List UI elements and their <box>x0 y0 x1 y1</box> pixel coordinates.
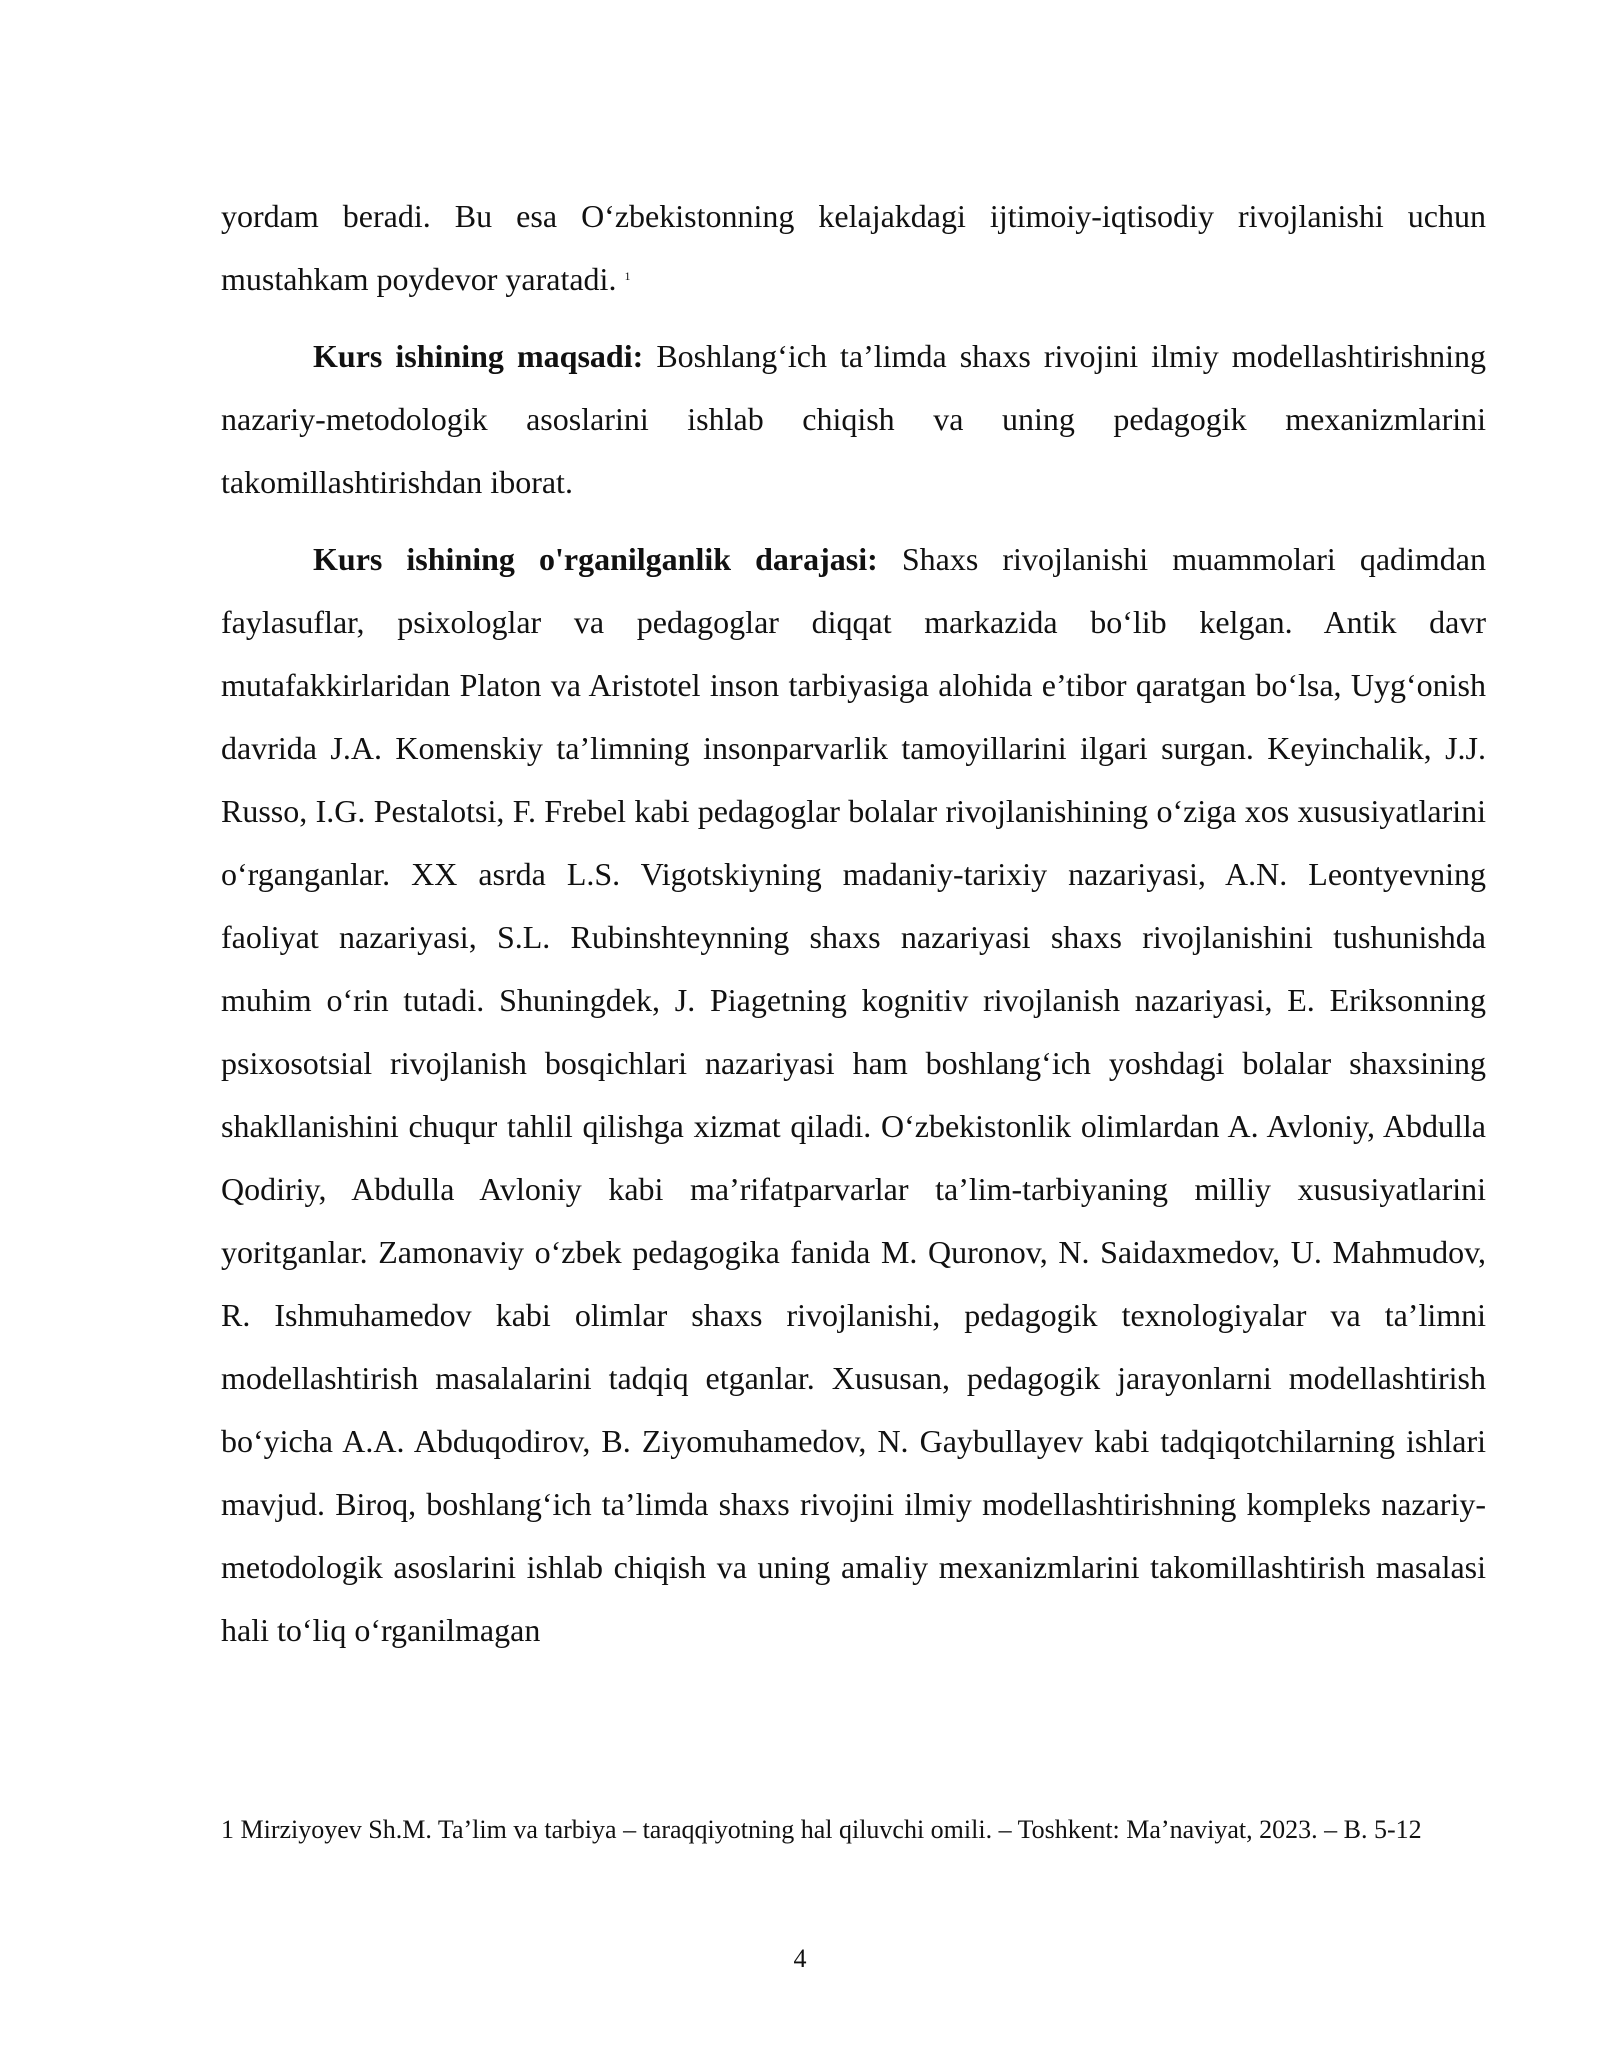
paragraph-literature-review <box>221 528 1486 1662</box>
literature-review-heading: Kurs ishining o'rganilganlik darajasi: <box>313 541 878 577</box>
paragraph-intro <box>221 185 1486 311</box>
page-number: 4 <box>793 1944 807 1973</box>
goal-heading: Kurs ishining maqsadi: <box>313 338 644 374</box>
goal-text: Boshlang‘ich ta’limda shaxs rivojini ilmiy modellashtirishning nazariy-metodologik asoslarini ishlab chiqish va uning pedagogik mexanizmlarini takomillashtirishdan iborat. <box>221 338 1487 500</box>
footnote: 1 Mirziyoyev Sh.M. Ta’lim va tarbiya – taraqqiyotning hal qiluvchi omili. – Toshkent: Ma’naviyat, 2023. – B. 5-12 <box>221 1815 1422 1844</box>
literature-review-text: Shaxs rivojlanishi muammolari qadimdan faylasuflar, psixologlar va pedagoglar diqqat markazida bo‘lib kelgan. Antik davr mutafakkirlaridan Platon va Aristotel inson tarbiyasiga alohida e’tibor qaratgan bo‘lsa, Uyg‘onish davrida J.A. Komenskiy ta’limning insonparvarlik tamoyillarini ilgari surgan. Keyinchalik, J.J. Russo, I.G. Pestalotsi, F. Frebel kabi pedagoglar bolalar rivojlanishining o‘ziga xos xususiyatlarini o‘rganganlar. XX asrda L.S. Vigotskiyning madaniy-tarixiy nazariyasi, A.N. Leontyevning faoliyat nazariyasi, S.L. Rubinshteynning shaxs nazariyasi shaxs rivojlanishini tushunishda muhim o‘rin tutadi. Shuningdek, J. Piagetning kognitiv rivojlanish nazariyasi, E. Eriksonning psixosotsial rivojlanish bosqichlari nazariyasi ham boshlang‘ich yoshdagi bolalar shaxsining shakllanishini chuqur tahlil qilishga xizmat qiladi. O‘zbekistonlik olimlardan A. Avloniy, Abdulla Qodiriy, Abdulla Avloniy kabi ma’rifatparvarlar ta’lim-tarbiyaning milliy xususiyatlarini yoritganlar. Zamonaviy o‘zbek pedagogika fanida M. Quronov, N. Saidaxmedov, U. Mahmudov, R. Ishmuhamedov kabi olimlar shaxs rivojlanishi, pedagogik texnologiyalar va ta’limni modellashtirish masalalarini tadqiq etganlar. Xususan, pedagogik jarayonlarni modellashtirish bo‘yicha A.A. Abduqodirov, B. Ziyomuhamedov, N. Gaybullayev kabi tadqiqotchilarning ishlari mavjud. Biroq, boshlang‘ich ta’limda shaxs rivojini ilmiy modellashtirishning kompleks nazariy-metodologik asoslarini ishlab chiqish va uning amaliy mexanizmlarini takomillashtirish masalasi hali to‘liq o‘rganilmagan <box>221 541 1487 1648</box>
paragraph-goal <box>221 325 1486 514</box>
document-body <box>221 185 1486 1662</box>
paragraph-intro-text: yordam beradi. Bu esa O‘zbekistonning kelajakdagi ijtimoiy-iqtisodiy rivojlanishi uchun mustahkam poydevor yaratadi. <box>221 198 1486 297</box>
footnote-reference: 1 <box>624 269 631 283</box>
